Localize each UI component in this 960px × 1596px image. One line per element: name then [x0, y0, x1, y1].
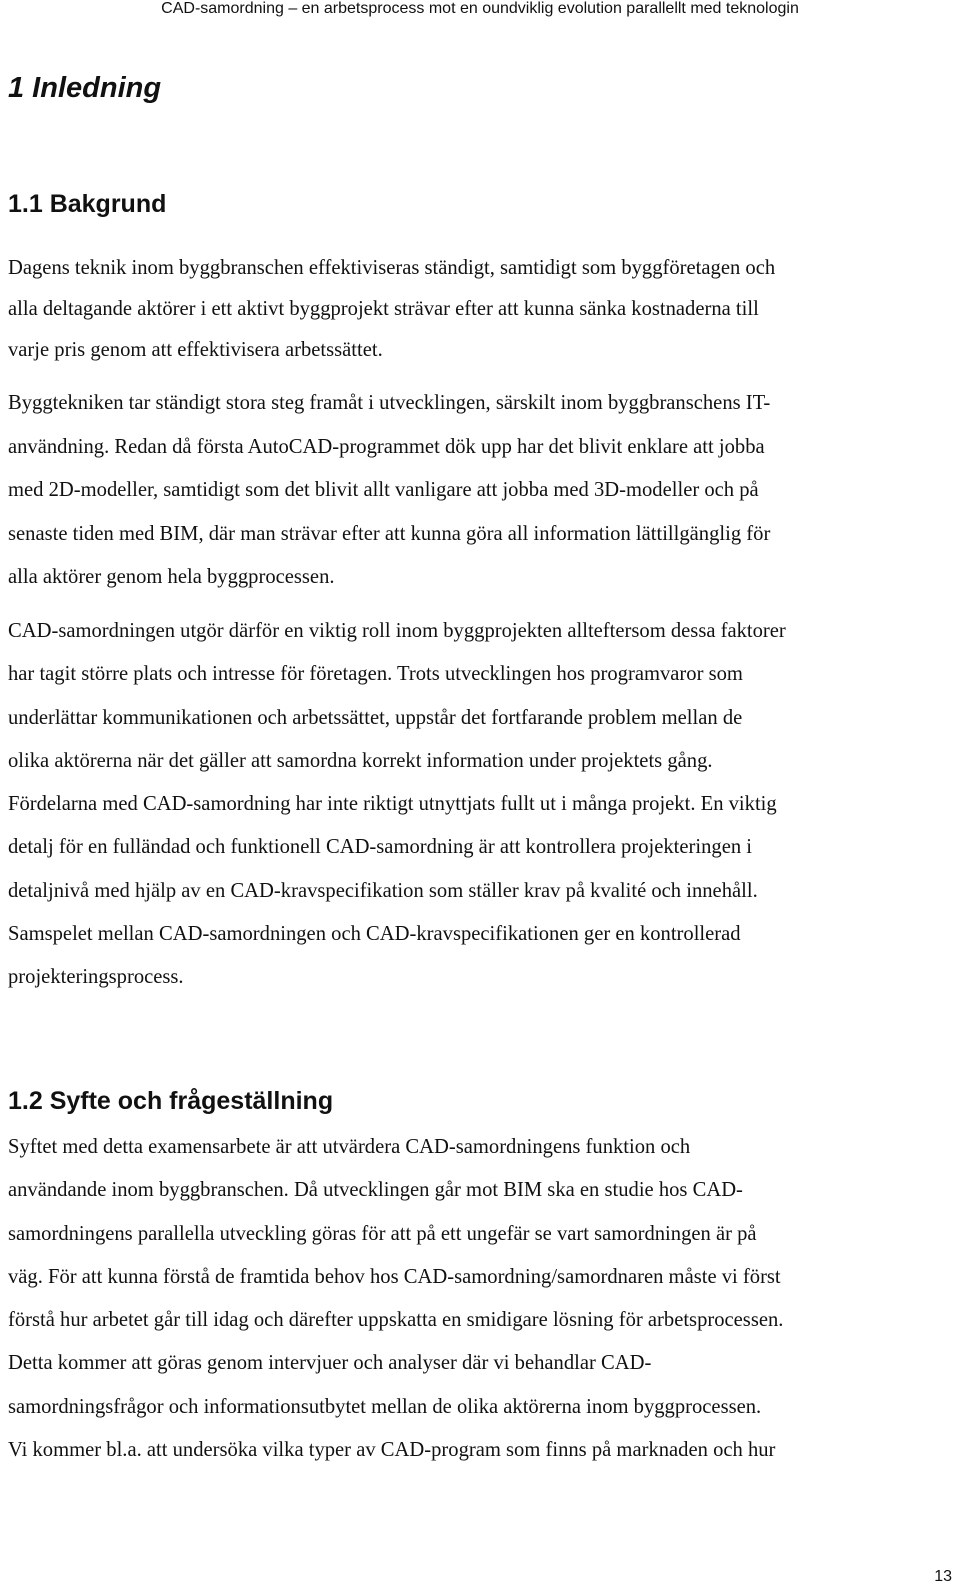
paragraph-syfte-1 [8, 1126, 783, 1472]
text-line: Fördelarna med CAD-samordning har inte riktigt utnyttjats fullt ut i många projekt. En viktig [8, 793, 777, 816]
text-line: Dagens teknik inom byggbranschen effektiviseras ständigt, samtidigt som byggföretagen och [8, 257, 776, 279]
text-line: CAD-samordningen utgör därför en viktig roll inom byggprojekten allteftersom dessa faktorer [8, 620, 786, 642]
text-line: samordningens parallella utveckling göras för att på ett ungefär se vart samordningen är på [8, 1222, 757, 1245]
text-line: Detta kommer att göras genom intervjuer och analyser där vi behandlar CAD- [8, 1352, 652, 1375]
text-line: senaste tiden med BIM, där man strävar efter att kunna göra all information lättillgänglig för [8, 522, 771, 545]
text-line: Samspelet mellan CAD-samordningen och CAD-kravspecifikationen ger en kontrollerad [8, 923, 741, 946]
text-line: varje pris genom att effektivisera arbetssättet. [8, 339, 383, 361]
text-line: alla aktörer genom hela byggprocessen. [8, 566, 335, 589]
section-title-syfte: 1.2 Syfte och frågeställning [8, 1087, 334, 1115]
text-line: har tagit större plats och intresse för företagen. Trots utvecklingen hos programvaror som [8, 663, 743, 686]
text-line: väg. För att kunna förstå de framtida behov hos CAD-samordning/samordnaren måste vi först [8, 1265, 781, 1288]
paragraph-bakgrund-2 [8, 382, 770, 600]
text-line: underlättar kommunikationen och arbetssättet, uppstår det fortfarande problem mellan de [8, 706, 743, 729]
text-line: Vi kommer bl.a. att undersöka vilka typer av CAD-program som finns på marknaden och hur [8, 1439, 776, 1462]
text-line: detalj för en fulländad och funktionell CAD-samordning är att kontrollera projekteringen i [8, 836, 753, 859]
text-line: användning. Redan då första AutoCAD-programmet dök upp har det blivit enklare att jobba [8, 435, 765, 458]
paragraph-bakgrund-1 [8, 248, 775, 371]
text-line: samordningsfrågor och informationsutbytet mellan de olika aktörerna inom byggprocessen. [8, 1395, 762, 1418]
page-number: 13 [934, 1568, 952, 1585]
section-title-bakgrund: 1.1 Bakgrund [8, 190, 167, 218]
text-line: olika aktörerna när det gäller att samordna korrekt information under projektets gång. [8, 749, 713, 772]
paragraph-bakgrund-3 [8, 610, 786, 1000]
running-header: CAD-samordning – en arbetsprocess mot en oundviklig evolution parallellt med teknologin [161, 0, 799, 17]
text-line: projekteringsprocess. [8, 966, 184, 989]
chapter-title: 1 Inledning [8, 72, 162, 104]
text-line: förstå hur arbetet går till idag och därefter uppskatta en smidigare lösning för arbetsprocessen. [8, 1309, 784, 1332]
text-line: användande inom byggbranschen. Då utvecklingen går mot BIM ska en studie hos CAD- [8, 1179, 743, 1202]
text-line: alla deltagande aktörer i ett aktivt byggprojekt strävar efter att kunna sänka kostnaderna till [8, 298, 759, 320]
text-line: med 2D-modeller, samtidigt som det blivit allt vanligare att jobba med 3D-modeller och på [8, 479, 759, 502]
text-line: Byggtekniken tar ständigt stora steg framåt i utvecklingen, särskilt inom byggbranschens IT- [8, 392, 771, 414]
text-line: detaljnivå med hjälp av en CAD-kravspecifikation som ställer krav på kvalité och innehåll. [8, 879, 758, 902]
text-line: Syftet med detta examensarbete är att utvärdera CAD-samordningens funktion och [8, 1136, 691, 1158]
